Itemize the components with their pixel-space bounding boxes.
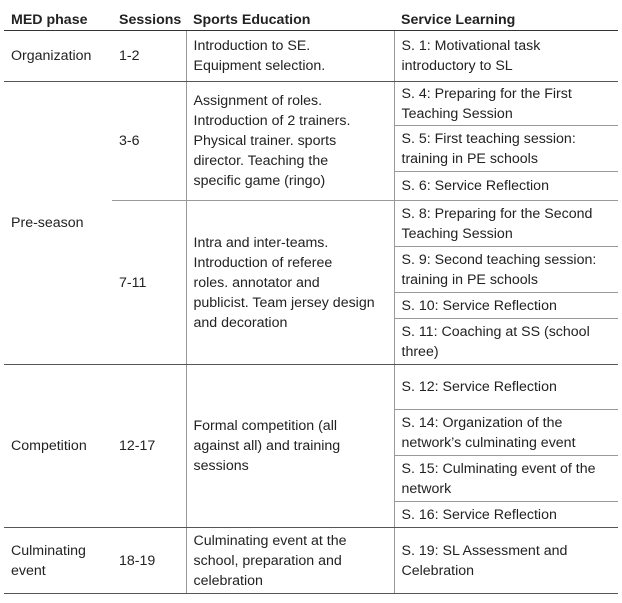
header-sessions: Sessions	[112, 10, 186, 31]
se-line: roles. annotator and	[193, 274, 320, 291]
se-line: publicist. Team jersey design	[193, 294, 375, 311]
sl-line: network’s culminating event	[401, 434, 576, 451]
phase-preseason: Pre-season	[4, 82, 112, 365]
se-preseason-1	[186, 82, 394, 201]
se-line: school, preparation and	[193, 552, 342, 569]
se-line: Culminating event at the	[193, 532, 347, 549]
sessions-preseason-1: 3-6	[112, 82, 186, 201]
sl-session-19	[394, 528, 618, 594]
sl-line: network	[401, 480, 452, 497]
se-line: Introduction of 2 trainers.	[193, 113, 351, 129]
med-phase-table	[4, 10, 618, 594]
sessions-culminating: 18-19	[112, 528, 186, 594]
sessions-competition: 12-17	[112, 365, 186, 528]
table-row	[4, 82, 618, 126]
phase-line: event	[11, 562, 46, 579]
sl-session-9	[394, 247, 618, 293]
sl-line: S. 14: Organization of the	[401, 414, 563, 431]
header-row	[4, 10, 618, 31]
sl-session-16: S. 16: Service Reflection	[394, 502, 618, 528]
se-line: specific game (ringo)	[193, 173, 326, 189]
table-row	[4, 528, 618, 594]
header-sports-education: Sports Education	[186, 10, 394, 31]
sessions-preseason-2: 7-11	[112, 201, 186, 365]
sl-session-12: S. 12: Service Reflection	[394, 365, 618, 410]
sl-line: S. 8: Preparing for the Second	[401, 205, 593, 222]
se-culminating	[186, 528, 394, 594]
sl-session-14	[394, 410, 618, 456]
sl-session-15	[394, 456, 618, 502]
sl-line: S. 4: Preparing for the First	[401, 85, 572, 102]
se-line: Equipment selection.	[193, 58, 326, 74]
sl-line: S. 1: Motivational task	[401, 38, 541, 54]
sl-line: S. 11: Coaching at SS (school	[401, 323, 590, 340]
header-med-phase: MED phase	[4, 10, 112, 31]
se-line: Introduction of referee	[193, 254, 333, 271]
se-line: and decoration	[193, 314, 288, 331]
se-line: Introduction to SE.	[193, 38, 311, 54]
phase-competition: Competition	[4, 365, 112, 528]
sl-line: S. 5: First teaching session:	[401, 130, 576, 147]
sl-line: Celebration	[401, 562, 475, 579]
se-preseason-2	[186, 201, 394, 365]
se-line: sessions	[193, 458, 249, 474]
sl-line: Teaching Session	[401, 225, 513, 242]
se-line: Assignment of roles.	[193, 93, 323, 109]
sl-line: Teaching Session	[401, 105, 513, 122]
se-line: against all) and training	[193, 438, 341, 454]
sl-session-10: S. 10: Service Reflection	[394, 293, 618, 319]
se-line: Intra and inter-teams.	[193, 234, 329, 251]
phase-line: Culminating	[11, 542, 86, 559]
sl-session-6: S. 6: Service Reflection	[394, 172, 618, 201]
sl-session-11	[394, 319, 618, 365]
sl-session-8	[394, 201, 618, 247]
sl-line: S. 19: SL Assessment and	[401, 542, 568, 559]
sl-line: introductory to SL	[401, 58, 513, 74]
sl-line: training in PE schools	[401, 271, 538, 288]
phase-organization: Organization	[4, 31, 112, 82]
table-row	[4, 365, 618, 410]
se-line: Formal competition (all	[193, 418, 337, 434]
header-service-learning: Service Learning	[394, 10, 618, 31]
sl-line: training in PE schools	[401, 150, 538, 167]
sl-session-5	[394, 126, 618, 172]
se-line: celebration	[193, 572, 263, 589]
sl-line: S. 9: Second teaching session:	[401, 251, 597, 268]
sl-session-4	[394, 82, 618, 126]
table-row	[4, 31, 618, 82]
sl-line: three)	[401, 343, 439, 360]
se-competition	[186, 365, 394, 528]
phase-culminating-event	[4, 528, 112, 594]
sl-line: S. 15: Culminating event of the	[401, 460, 596, 477]
se-organization	[186, 31, 394, 82]
se-line: director. Teaching the	[193, 153, 329, 169]
se-line: Physical trainer. sports	[193, 133, 337, 149]
sessions-organization: 1-2	[112, 31, 186, 82]
sl-session-1	[394, 31, 618, 82]
